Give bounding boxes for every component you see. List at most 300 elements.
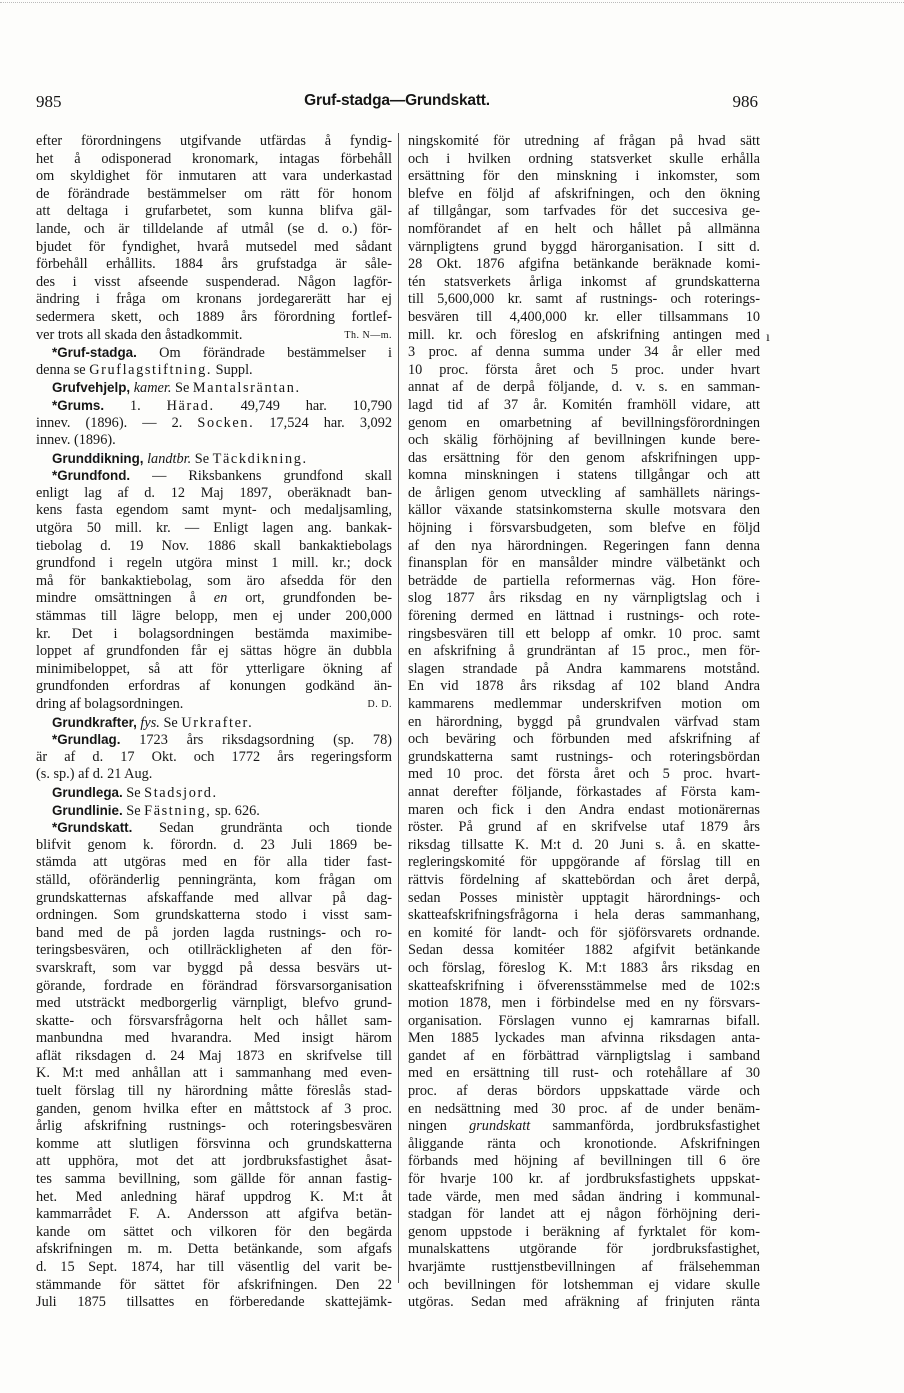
italic-term: kamer. [130, 380, 172, 397]
line-text: maren och fick i den Andra endast motionärernas [408, 801, 760, 818]
line-text: värnpligtens grund byggd härorganisation. I sitt d. [408, 238, 760, 255]
line-text: en komité för landt- och för sjöförsvarets ordnande. [408, 924, 760, 941]
line-text: sp. 626. [211, 802, 260, 819]
entry-headword: Grundlinie. [52, 802, 123, 818]
line-text: tes samma bevillning, som gällde för annan fastig- [36, 1171, 392, 1188]
line-text: teringsbesvären, och otillräckligheten af den för- [36, 942, 392, 959]
top-border-line [0, 2, 904, 4]
cross-reference: Urkrafter. [181, 714, 254, 731]
line-text: het. Med anledning häraf uppdrog K. M:t åt [36, 1188, 392, 1205]
line-text: annat derefter följande, förkastades af Första kam- [408, 783, 760, 800]
line-text: 49,749 har. 10,790 [214, 397, 392, 414]
author-signature: Th. N—m. [344, 329, 392, 341]
line-text: ningen [408, 1118, 470, 1135]
cross-reference: Gruflagstiftning. [89, 361, 213, 378]
text-line [408, 1153, 760, 1171]
page-number-left: 985 [36, 92, 62, 111]
line-text: blefve en följd af afskrifningen, och den ökning [408, 185, 760, 202]
text-line [408, 221, 760, 239]
line-text: hvarjämte rusttjenstbevillningen af frälsehemman [408, 1259, 760, 1275]
line-text: stadgan för landet att ej någon förhöjning deri- [408, 1206, 760, 1223]
line-text: med utsträckt medborgerlig värnpligt, blefvo grund- [36, 995, 392, 1012]
line-text: nomförandet af en helt och hållet på allmänna [408, 220, 760, 237]
line-text: grundfond i regeln utgöra minst 1 mill. kr.; dock [36, 555, 392, 572]
line-text: grundfonden erfordras af konungen godkänd än- [36, 678, 392, 695]
text-line [408, 432, 760, 450]
line-text: het å odisponerad kronomark, intagas förbehåll [36, 150, 392, 167]
line-text: för hvarje 100 kr. af jordbruksfastighets uppskat- [408, 1171, 760, 1188]
line-text: utgöra 50 mill. kr. — Enligt lagen ang. bankak- [36, 520, 392, 537]
line-text: 1. [104, 397, 167, 414]
line-text: de förändrade bestämmelser om rätt för honom [36, 185, 392, 202]
text-line [36, 415, 392, 433]
text-line [408, 1013, 760, 1031]
text-line [408, 837, 760, 855]
text-line [36, 854, 392, 872]
line-text: des i visst afseende suspenderad. Någon lagför- [36, 273, 392, 290]
right-column [408, 133, 760, 1312]
text-line [408, 327, 760, 345]
line-text: Se [159, 714, 182, 731]
line-text: ver trots all skada den åstadkommit. [36, 326, 243, 343]
text-line [408, 555, 760, 573]
line-text: d. 15 Sept. 1874, har till väsentlig del varit be- [36, 1259, 392, 1275]
line-text: K. M:t med anhållan att i sammanhang med even- [36, 1065, 392, 1082]
text-line [408, 942, 760, 960]
line-text: till 5,600,000 kr. samt af rustnings- och roterings- [408, 291, 760, 308]
line-text: munalskattens utgörande för jordbruksfastighet, [408, 1241, 760, 1258]
text-line [36, 379, 392, 397]
text-line [36, 960, 392, 978]
line-text: organisation. Förslagen vunno ej kamrarnas bifall. [408, 1012, 760, 1029]
text-line [36, 890, 392, 908]
line-text: beträdde de partiella reformernas väg. Hon före- [408, 572, 760, 589]
entry-headword: Grunddikning, [52, 450, 144, 466]
line-text: att upphöra, mot det att jordbruksfastighet åsat- [36, 1153, 392, 1170]
text-line [408, 309, 760, 327]
line-text: skatteafskrifningsfrågorna i hela deras sammanhang, [408, 907, 760, 924]
line-text: ningskomité för utredning af frågan på hvad sätt [408, 133, 760, 149]
line-text: mill. kr. och föreslog en afskrifning antingen med [408, 326, 760, 343]
text-line [36, 274, 392, 292]
text-line [408, 960, 760, 978]
line-text: Sedan grundränta och tionde [132, 820, 392, 837]
line-text: görande, fordrade en förändrad försvarsorganisation [36, 977, 392, 994]
line-text: tuelt förslag till ny härordning måtte föreslås stad- [36, 1083, 392, 1100]
text-line [408, 274, 760, 292]
text-line [36, 978, 392, 996]
text-line [408, 520, 760, 538]
line-text: finansplan för en mansålder mindre välbetänkt och [408, 555, 760, 572]
line-text: aflät riksdagen d. 24 Maj 1873 en skrifvelse till [36, 1047, 392, 1064]
line-text: stämda att utgöras med en för alla tider fast- [36, 854, 392, 871]
line-text: lande, och är tilldelande af utmål (se d. o.) för- [36, 220, 392, 237]
line-text: slog 1877 års riksdag en ny värnpligtslag och i [408, 590, 760, 607]
entry-headword: *Grums. [52, 397, 105, 413]
line-text: blifvit genom k. förordn. d. 23 Juli 1869 be- [36, 836, 392, 853]
line-text: innev. (1896). [36, 432, 116, 449]
line-text: Se [122, 802, 145, 819]
line-text: lagd tid af 37 år. Komitén framhöll vidare, att [408, 396, 760, 413]
text-line [36, 608, 392, 626]
text-line [36, 538, 392, 556]
left-column [36, 133, 392, 1312]
line-text: genom uppstode i beräkning af fyrktalet för kom- [408, 1223, 760, 1240]
text-line [36, 450, 392, 468]
text-line [408, 168, 760, 186]
line-text: dring af bolagsordningen. [36, 696, 184, 712]
cross-reference: Stadsjord. [144, 784, 218, 801]
entry-headword: Grufvehjelp, [52, 380, 131, 396]
line-text: denna se [36, 361, 90, 378]
line-text: skatte- och försvarsfrågorna helt och hållet sam- [36, 1012, 392, 1029]
line-text: Se [171, 380, 193, 397]
text-line [408, 485, 760, 503]
text-line [36, 573, 392, 591]
text-line [36, 819, 392, 837]
line-text: ort, grundfonden be- [227, 590, 392, 607]
text-line [36, 309, 392, 327]
line-text: ändring i fråga om kronans jordegarerätt har ej [36, 291, 392, 308]
text-line [36, 485, 392, 503]
line-text: ganden, genom hvilka efter en måttstock af 3 proc. [36, 1100, 392, 1117]
cross-reference: Fästning, [144, 802, 212, 819]
cross-reference: Mantalsräntan. [192, 380, 301, 397]
text-line [408, 203, 760, 221]
text-line [408, 696, 760, 714]
line-text: komna minskningen i statens tillgångar och att [408, 467, 760, 484]
line-text: en härordning, byggd på grundvalen värfvad stam [408, 713, 760, 730]
italic-term: landtbr. [143, 450, 192, 467]
line-text: svarskraft, som var byggd på dessa besvärs ut- [36, 959, 392, 976]
text-line [408, 590, 760, 608]
line-text: med 10 proc. det första året och 5 proc. hvart- [408, 766, 760, 783]
text-line [408, 1294, 760, 1312]
line-text: annat af de derpå följande, d. v. s. en samman- [408, 379, 760, 396]
text-line [408, 1259, 760, 1277]
line-text: 10 proc. första året och 5 proc. under hvart [408, 361, 760, 378]
line-text: ordningen. Som grundskatterna stodo i visst sam- [36, 907, 392, 924]
text-line [36, 1189, 392, 1207]
text-line [408, 151, 760, 169]
text-line [36, 1136, 392, 1154]
line-text: mindre omsättningen å [36, 590, 214, 607]
text-line [36, 502, 392, 520]
line-text: efter förordningens utgifvande utfärdas å fyndig- [36, 133, 392, 149]
line-text: stämmas till lägre belopp, men ej under 200,000 [36, 608, 392, 625]
text-line [36, 1013, 392, 1031]
margin-mark: ı [766, 330, 770, 345]
text-line [408, 1277, 760, 1295]
text-line [408, 925, 760, 943]
text-line [408, 766, 760, 784]
text-line [408, 538, 760, 556]
page-header [36, 92, 758, 118]
text-line [36, 291, 392, 309]
text-line [36, 151, 392, 169]
text-line [36, 1171, 392, 1189]
line-text: kande om sättet och vilkoren för den begärda [36, 1223, 392, 1240]
cross-reference: Härad. [166, 397, 215, 414]
line-text: En vid 1878 års riksdag af 102 bland Andra [408, 678, 760, 695]
text-line [36, 221, 392, 239]
line-text: förbands med höjning af bevillningen till 6 öre [408, 1153, 760, 1170]
entry-headword: *Grundlag. [52, 732, 121, 748]
text-line [408, 854, 760, 872]
text-line [408, 643, 760, 661]
text-line [36, 1118, 392, 1136]
line-text: tade värde, men med sådan ändring i kommunal- [408, 1188, 760, 1205]
text-line [408, 379, 760, 397]
line-text: kr. Det i bolagsordningen bestämda maximibe- [36, 625, 392, 642]
line-text: minimibeloppet, så att för ytterligare ökning af [36, 660, 392, 677]
text-line [408, 256, 760, 274]
line-text: må för bankaktiebolag, som äro afsedda för den [36, 572, 392, 589]
line-text: afskrifningen m. m. Detta betänkande, som afgafs [36, 1241, 392, 1258]
text-line [408, 890, 760, 908]
text-line [36, 1083, 392, 1101]
text-line [408, 907, 760, 925]
text-line [408, 1171, 760, 1189]
text-line [36, 1206, 392, 1224]
text-line [36, 925, 392, 943]
text-line [36, 837, 392, 855]
line-text: motion 1878, men i förbindelse med en ny försvars- [408, 995, 760, 1012]
text-line [408, 1083, 760, 1101]
line-text: en nedsättning med 30 proc. af de under benäm- [408, 1100, 760, 1117]
line-text: och skälig förhöjning af bevillningen kunde bere- [408, 432, 760, 449]
line-text: band med de på jorden lagda rustnings- och ro- [36, 924, 392, 941]
text-line [36, 555, 392, 573]
line-text: ringsbesvären till ett belopp af omkr. 10 proc. samt [408, 625, 760, 642]
text-line [408, 450, 760, 468]
italic-term: fys. [136, 714, 160, 731]
text-line [36, 1065, 392, 1083]
text-line [36, 590, 392, 608]
line-text: ersättning för den minskning i inkomster, som [408, 168, 760, 185]
page-number-right: 986 [732, 92, 758, 111]
line-text: sammanförda, jordbruksfastighet [530, 1118, 760, 1135]
line-text: en afskrifning å grundräntan af 15 proc., men för- [408, 643, 760, 660]
text-line [36, 239, 392, 257]
line-text: grundskatternas afskaffande med allvar på dag- [36, 889, 392, 906]
text-line [36, 1294, 392, 1312]
cross-reference: Täckdikning. [212, 450, 308, 467]
text-line [36, 802, 392, 820]
line-text: (s. sp.) af d. 21 Aug. [36, 766, 153, 783]
line-text: källor växande statsinkomsterna skulle motsvara den [408, 502, 760, 519]
line-text: das ersättning för den genom afskrifningen upp- [408, 449, 760, 466]
line-text: rättvis fördelning af skattebördan och året derpå, [408, 871, 760, 888]
text-line [36, 1030, 392, 1048]
text-line [36, 678, 392, 696]
cross-reference: Socken. [197, 414, 255, 431]
text-line [408, 502, 760, 520]
line-text: Suppl. [212, 361, 253, 378]
text-line [408, 626, 760, 644]
line-text: om skyldighet för inmutaren att vara underkastad [36, 168, 392, 185]
line-text: proc. af deras bördors uppskattade värde och [408, 1083, 760, 1100]
text-line [408, 1206, 760, 1224]
text-line [408, 749, 760, 767]
line-text: de årligen genom utveckling af samhällets närings- [408, 484, 760, 501]
text-line [408, 1048, 760, 1066]
line-text: Sedan dessa komitéer 1882 afgifvit betänkande [408, 942, 760, 959]
text-line [36, 256, 392, 274]
italic-term: grundskatt [469, 1118, 531, 1135]
text-line [408, 186, 760, 204]
text-line [36, 1153, 392, 1171]
italic-term: en [213, 590, 228, 607]
text-line [408, 784, 760, 802]
line-text: årlig afskrifning rustnings- och roteringsbesvären [36, 1118, 392, 1135]
text-line [408, 133, 760, 151]
line-text: och förslag, föreslog K. M:t 1883 års riksdag en [408, 959, 760, 976]
entry-headword: Grundlega. [52, 784, 123, 800]
line-text: innev. (1896). — 2. [36, 414, 198, 431]
line-text: kammarens medlemmar underskrifven motion om [408, 696, 760, 712]
line-text: och i hvilken ordning statsverket skulle erhålla [408, 150, 760, 167]
line-text: röster. På grund af en skrifvelse utaf 1879 års [408, 819, 760, 836]
line-text: och beväring och förbunden med afskrifning af [408, 731, 760, 748]
text-line [36, 766, 392, 784]
text-line [408, 467, 760, 485]
running-title: Gruf-stadga—Grundskatt. [304, 92, 490, 109]
line-text: manbundna med hvarandra. Med insigt härom [36, 1030, 392, 1047]
text-line [36, 749, 392, 767]
line-text: kammarrådet F. A. Andersson att afgifva betän- [36, 1206, 392, 1223]
text-line [36, 362, 392, 380]
text-line [36, 467, 392, 485]
line-text: Se [122, 784, 145, 801]
line-text: Juli 1875 tillsattes en förberedande skattejämk- [36, 1294, 392, 1311]
text-line [408, 362, 760, 380]
text-line [408, 802, 760, 820]
line-text: besvären till 4,400,000 kr. eller tillsammans 10 [408, 308, 760, 325]
text-line [408, 415, 760, 433]
line-text: komme att slutligen försvinna och grundskatterna [36, 1135, 392, 1152]
text-line [408, 573, 760, 591]
entry-headword: Grundkrafter, [52, 714, 137, 730]
line-text: ställd, oföränderlig penningränta, kom frågan om [36, 871, 392, 888]
text-line [36, 1101, 392, 1119]
line-text: af tillgångar, som tarfvades för det succesiva ge- [408, 203, 760, 220]
text-line [408, 1136, 760, 1154]
line-text: och bevillningen för lotshemman ej vidare skulle [408, 1276, 760, 1293]
line-text: genom en omarbetning af bevillningsförordningen [408, 414, 760, 431]
line-text: 28 Okt. 1876 afgifna betänkande beräknade komi- [408, 256, 760, 273]
text-line [36, 872, 392, 890]
text-line [36, 1277, 392, 1295]
text-line [408, 344, 760, 362]
line-text: slagen strandade på Andra kammarens motstånd. [408, 660, 760, 677]
text-line [36, 1241, 392, 1259]
line-text: sedermera skett, och 1889 års förordning fortlef- [36, 308, 392, 325]
line-text: Se [191, 450, 213, 467]
text-line [408, 1241, 760, 1259]
text-line [408, 608, 760, 626]
text-line [408, 397, 760, 415]
line-text: loppet af grundfonden får ej sättas högre än dubbla [36, 643, 392, 660]
line-text: riksdag tillsatte K. M:t d. 20 Juni s. å. en skatte- [408, 836, 760, 853]
text-line [408, 678, 760, 696]
entry-headword: *Grundskatt. [52, 820, 133, 836]
line-text: är af d. 17 Okt. och 1772 års regeringsform [36, 748, 392, 765]
line-text: bjudet för fyndighet, hvarå mutsedel med sådant [36, 238, 392, 255]
author-signature: D. D. [367, 699, 392, 710]
line-text: skatteafskrifning i öfverensstämmelse med de 102:s [408, 977, 760, 994]
text-line [408, 731, 760, 749]
text-line [408, 1065, 760, 1083]
text-line [36, 942, 392, 960]
text-line [408, 872, 760, 890]
text-line [408, 1189, 760, 1207]
text-line [36, 520, 392, 538]
line-text: enligt lag af d. 12 Maj 1897, oberäknadt ban- [36, 484, 392, 501]
entry-headword: *Grundfond. [52, 468, 131, 484]
entry-headword: *Gruf-stadga. [52, 345, 137, 361]
text-line [36, 661, 392, 679]
text-line [408, 1101, 760, 1119]
line-text: grundskatterna samt rustnings- och roteringsbördan [408, 748, 760, 765]
line-text: förening dermed en lättnad i rustnings- och rote- [408, 608, 760, 625]
line-text: af den nya härordningen. Regeringen fann denna [408, 537, 760, 554]
column-divider [398, 133, 399, 1283]
text-line [36, 397, 392, 415]
text-line [36, 995, 392, 1013]
text-line [36, 1224, 392, 1242]
text-line [36, 1048, 392, 1066]
text-line [408, 995, 760, 1013]
text-line [408, 1224, 760, 1242]
text-line [36, 203, 392, 221]
text-line [36, 731, 392, 749]
text-line [36, 432, 392, 450]
text-line [36, 168, 392, 186]
line-text: att deltaga i grufarbetet, som kunna blifva gäl- [36, 203, 392, 220]
text-line [408, 978, 760, 996]
line-text: med en ersättning till rust- och rotehållare af 30 [408, 1065, 760, 1082]
line-text: 3 proc. af denna summa under 34 år eller med [408, 344, 760, 361]
line-text: — Riksbankens grundfond skall [130, 468, 392, 485]
text-line [408, 1118, 760, 1136]
text-line [36, 784, 392, 802]
text-line [408, 239, 760, 257]
text-line [36, 344, 392, 362]
text-line [36, 696, 392, 714]
line-text: förbehåll erhållits. 1884 års grufstadga är såle- [36, 256, 392, 273]
line-text: utgöras. Sedan med afräkning af frinjuten ränta [408, 1294, 760, 1311]
text-line [36, 907, 392, 925]
text-line [36, 1259, 392, 1277]
line-text: stämmande för sättet för afskrifningen. Den 22 [36, 1276, 392, 1293]
line-text: åliggande ränta och kronotionde. Afskrifningen [408, 1135, 760, 1152]
line-text: Men 1885 lyckades man afvinna riksdagen anta- [408, 1030, 760, 1047]
line-text: 1723 års riksdagsordning (sp. 78) [120, 732, 392, 749]
text-line [36, 714, 392, 732]
text-line [408, 1030, 760, 1048]
line-text: gandet af en förbättrad värnpligtslag i samband [408, 1047, 760, 1064]
line-text: tiebolag d. 19 Nov. 1886 skall bankaktiebolags [36, 537, 392, 554]
text-line [408, 819, 760, 837]
line-text: tén statsverkets årliga inkomst af grundskatterna [408, 273, 760, 290]
text-line [36, 327, 392, 345]
text-line [36, 186, 392, 204]
line-text: regleringskomité för uppgörande af förslag till en [408, 854, 760, 871]
line-text: sedan Posses ministèr upptagit härordnings- och [408, 889, 760, 906]
text-line [36, 626, 392, 644]
line-text: kens fasta egendom samt mynt- och medaljsamling, [36, 502, 392, 519]
